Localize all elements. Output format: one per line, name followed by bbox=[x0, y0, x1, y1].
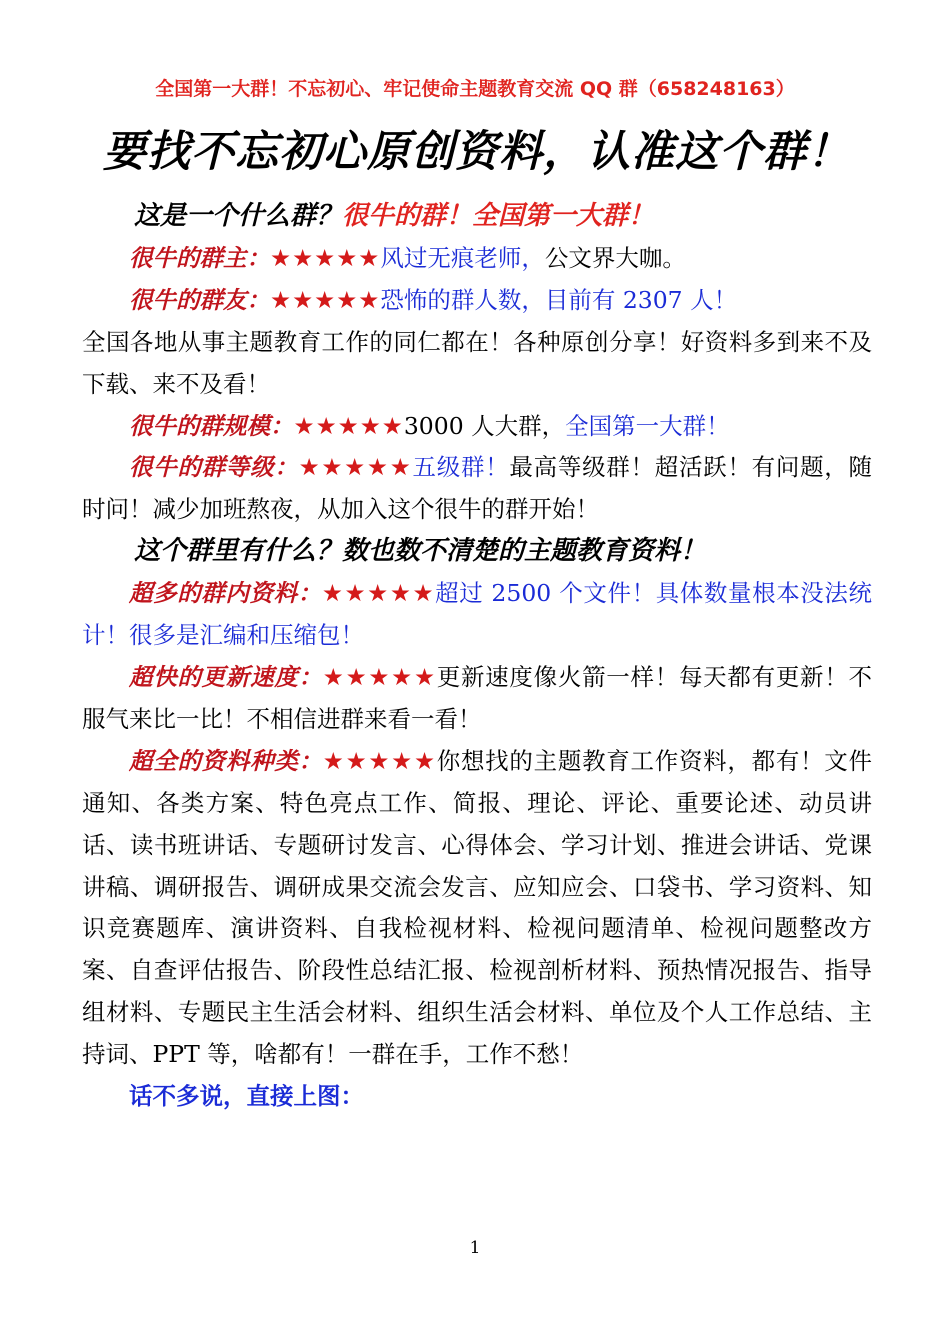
closing-line: 话不多说，直接上图： bbox=[129, 1082, 364, 1111]
update-stars: ★★★★★ bbox=[322, 662, 437, 691]
section2-heading: 这个群里有什么？数也数不清楚的主题教育资料！ bbox=[134, 536, 707, 567]
files-highlight: 超过 2500 个文件！具体数量根本没法统计！很多是汇编和压缩包！ bbox=[82, 579, 873, 650]
owner-stars: ★★★★★ bbox=[270, 243, 381, 272]
owner-name: 风过无痕老师， bbox=[380, 243, 545, 272]
level-stars: ★★★★★ bbox=[298, 453, 413, 482]
scale-label: 很牛的群规模： bbox=[129, 411, 294, 440]
slogan-headline: 要找不忘初心原创资料，认准这个群！ bbox=[103, 127, 851, 177]
level-highlight: 五级群！ bbox=[412, 453, 510, 482]
scale-highlight: 全国第一大群！ bbox=[565, 411, 730, 440]
update-paragraph bbox=[82, 657, 872, 741]
update-label: 超快的更新速度： bbox=[129, 662, 323, 691]
scale-stars: ★★★★★ bbox=[293, 411, 404, 440]
types-stars: ★★★★★ bbox=[322, 746, 437, 775]
members-paragraph: 全国各地从事主题教育工作的同仁都在！各种原创分享！好资料多到来不及下载、来不及看！ bbox=[82, 327, 872, 398]
files-label: 超多的群内资料： bbox=[129, 579, 322, 608]
level-paragraph bbox=[82, 447, 872, 531]
document-body bbox=[82, 196, 872, 1118]
level-label: 很牛的群等级： bbox=[129, 453, 299, 482]
members-count: 恐怖的群人数，目前有 2307 人！ bbox=[380, 285, 738, 314]
section1-question: 这是一个什么群？ bbox=[134, 201, 343, 231]
types-paragraph bbox=[82, 741, 872, 1076]
files-stars: ★★★★★ bbox=[321, 579, 436, 608]
members-label: 很牛的群友： bbox=[129, 285, 270, 314]
members-line bbox=[82, 280, 872, 322]
level-rest: 最高等级群！超活跃！有问题，随时问！减少加班熬夜，从加入这个很牛的群开始！ bbox=[82, 453, 873, 524]
types-text: 你想找的主题教育工作资料，都有！文件通知、各类方案、特色亮点工作、简报、理论、评论、重要论述、动员讲话、读书班讲话、专题研讨发言、心得体会、学习计划、推进会讲话、党课讲稿、调研报告、调研成果交流会发言、应知应会、口袋书、学习资料、知识竞赛题库、演讲资料、自我检视材料、检视问题清单、检视问题整改方案、自查评估报告、阶段性总结汇报、检视剖析材料、预热情况报告、指导组材料、专题民主生活会材料、组织生活会材料、单位及个人工作总结、主持词、PPT 等，啥都有！一群在手，工作不愁！ bbox=[82, 746, 873, 1069]
owner-rest: 公文界大咖。 bbox=[544, 243, 686, 272]
update-text: 更新速度像火箭一样！每天都有更新！不服气来比一比！不相信进群来看一看！ bbox=[82, 662, 873, 733]
scale-text: 3000 人大群， bbox=[403, 411, 566, 440]
group-banner: 全国第一大群！不忘初心、牢记使命主题教育交流 QQ 群（658248163） bbox=[155, 78, 795, 100]
files-paragraph bbox=[82, 573, 872, 657]
owner-label: 很牛的群主： bbox=[129, 243, 270, 272]
section1-answer: 很牛的群！全国第一大群！ bbox=[342, 201, 655, 231]
section1-heading bbox=[82, 196, 872, 238]
owner-line bbox=[82, 238, 872, 280]
members-stars: ★★★★★ bbox=[270, 285, 381, 314]
page-number: 1 bbox=[469, 1238, 481, 1258]
scale-line bbox=[82, 406, 872, 448]
types-label: 超全的资料种类： bbox=[129, 746, 323, 775]
